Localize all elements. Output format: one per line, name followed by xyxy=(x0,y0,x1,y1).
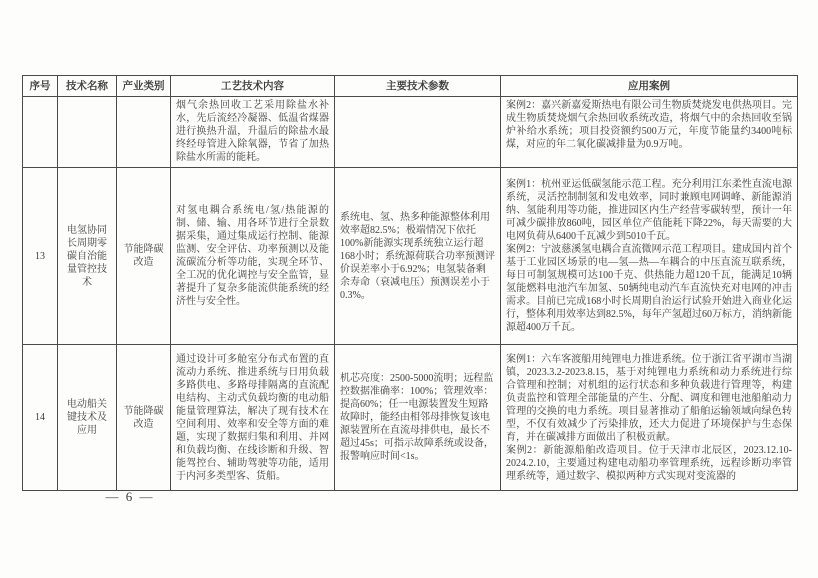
cell-category: 节能降碳改造 xyxy=(117,345,171,491)
cell-tech-name xyxy=(58,97,117,168)
table-header-row xyxy=(23,76,798,97)
cell-process: 烟气余热回收工艺采用除盐水补水，先后流经冷凝器、低温省煤器进行换热升温，升温后的除盐水最终经母管进入除氧器，节省了加热除盐水所需的能耗。 xyxy=(171,97,335,168)
cell-serial: 13 xyxy=(23,168,58,345)
column-header-category: 产业类别 xyxy=(117,76,171,97)
page-number: — 6 — xyxy=(105,489,155,504)
cell-cases xyxy=(501,345,798,491)
cell-params xyxy=(335,97,501,168)
table-row-14 xyxy=(23,345,798,491)
column-header-cases: 应用案例 xyxy=(501,76,798,97)
table-row-continuation xyxy=(23,97,798,168)
cell-serial: 14 xyxy=(23,345,58,491)
case-paragraph: 案例2：宁波慈溪氢电耦合直流微网示范工程项目。建成国内首个基于工业园区场景的电—氢—热—车耦合的中压直流互联系统，每日可制氢规模可达100千克、供热能力超120千瓦，能满足10辆氢能燃料电池汽车加氢、50辆纯电动汽车直流快充对电网的冲击需求。目前已完成168小时长周期自治运行试验开始进入商业化运行，整体利用效率达到82.5%，每年产氢超过60万标方，消纳新能源超400万千瓦。 xyxy=(506,244,792,333)
technology-catalog-table xyxy=(22,75,798,491)
table-row-13 xyxy=(23,168,798,345)
cell-serial xyxy=(23,97,58,168)
case-paragraph: 案例1：六车客渡船用纯锂电力推进系统。位于浙江省平湖市当湖镇，2023.3.2-2023.8.15，基于对纯锂电力系统和动力系统进行综合管理和控制；对机组的运行状态和多种负载进行管理等，构建负责监控和管理全部能量的产生、分配、调度和锂电池船舶动力管理的交换的电力系统。项目显著推动了船舶运输领域向绿色转型，不仅有效减少了污染排放，还大力促进了环境保护与生态保育，并在碳减排方面做出了积极贡献。 xyxy=(506,353,792,443)
case-paragraph: 案例2：嘉兴新嘉爱斯热电有限公司生物质焚烧发电供热项目。完成生物质焚烧烟气余热回收系统改造，将烟气中的余热回收至锅炉补给水系统；项目投资额约500万元，年度节能量约3400吨标煤，对应的年二氧化碳减排量为0.9万吨。 xyxy=(506,100,792,150)
cell-cases xyxy=(501,168,798,345)
column-header-params: 主要技术参数 xyxy=(335,76,501,97)
cell-process: 对氢电耦合系统电/氢/热能源的制、储、输、用各环节进行全景数据采集，通过集成运行控制、能源监测、安全评估、功率预测以及能流碳流分析等功能，实现全环节、全工况的优化调控与安全监管，显著提升了复杂多能流供能系统的经济性与安全性。 xyxy=(171,168,335,345)
cell-category xyxy=(117,97,171,168)
case-paragraph: 案例1：杭州亚运低碳氢能示范工程。充分利用江东柔性直流电源系统，灵活控制制氢和发电效率，同时兼顾电网调峰、新能源消纳、氢能利用等功能，推进园区内生产经营零碳转型，预计一年可减少碳排放860吨，园区单位产值能耗下降22%，每天需要的大电网负荷从6400千瓦减少到5010千瓦。 xyxy=(506,179,792,242)
cell-params: 机芯亮度：2500-5000流明；远程监控数据准确率：100%；管理效率：提高60%；任一电源装置发生短路故障时，能经由相邻母排恢复该电源装置所在直流母排供电，最长不超过45s；可指示故障系统或设备，报警响应时间<1s。 xyxy=(335,345,501,491)
cell-category: 节能降碳改造 xyxy=(117,168,171,345)
column-header-tech-name: 技术名称 xyxy=(58,76,117,97)
column-header-serial: 序号 xyxy=(23,76,58,97)
case-paragraph: 案例2：新能源船舶改造项目。位于天津市北辰区，2023.12.10-2024.2.10，主要通过构建电动船功率管理系统，远程诊断功率管理系统等，通过数字、模拟两种方式实现对变流器的 xyxy=(506,444,792,482)
column-header-process: 工艺技术内容 xyxy=(171,76,335,97)
cell-cases xyxy=(501,97,798,168)
cell-tech-name: 电动船关键技术及应用 xyxy=(58,345,117,491)
cell-process: 通过设计可多舱室分布式布置的直流动力系统、推进系统与日用负载多路供电、多路母排隔离的直流配电结构、主动式负载均衡的电动船能量管理算法，解决了现有技术在空间利用、效率和安全等方面的难题，实现了数据归集和利用、并网和负载均衡、在线诊断和升级、智能驾控台、辅助驾驶等功能，适用于内河多类型客、货船。 xyxy=(171,345,335,491)
cell-params: 系统电、氢、热多种能源整体利用效率超82.5%；极端情况下依托100%新能源实现系统独立运行超168小时；系统源荷联合功率预测评价误差率小于6.92%；电氢装备剩余寿命（衰减电压）预测误差小于0.3%。 xyxy=(335,168,501,345)
cell-tech-name: 电氢协同长周期零碳自治能量管控技术 xyxy=(58,168,117,345)
